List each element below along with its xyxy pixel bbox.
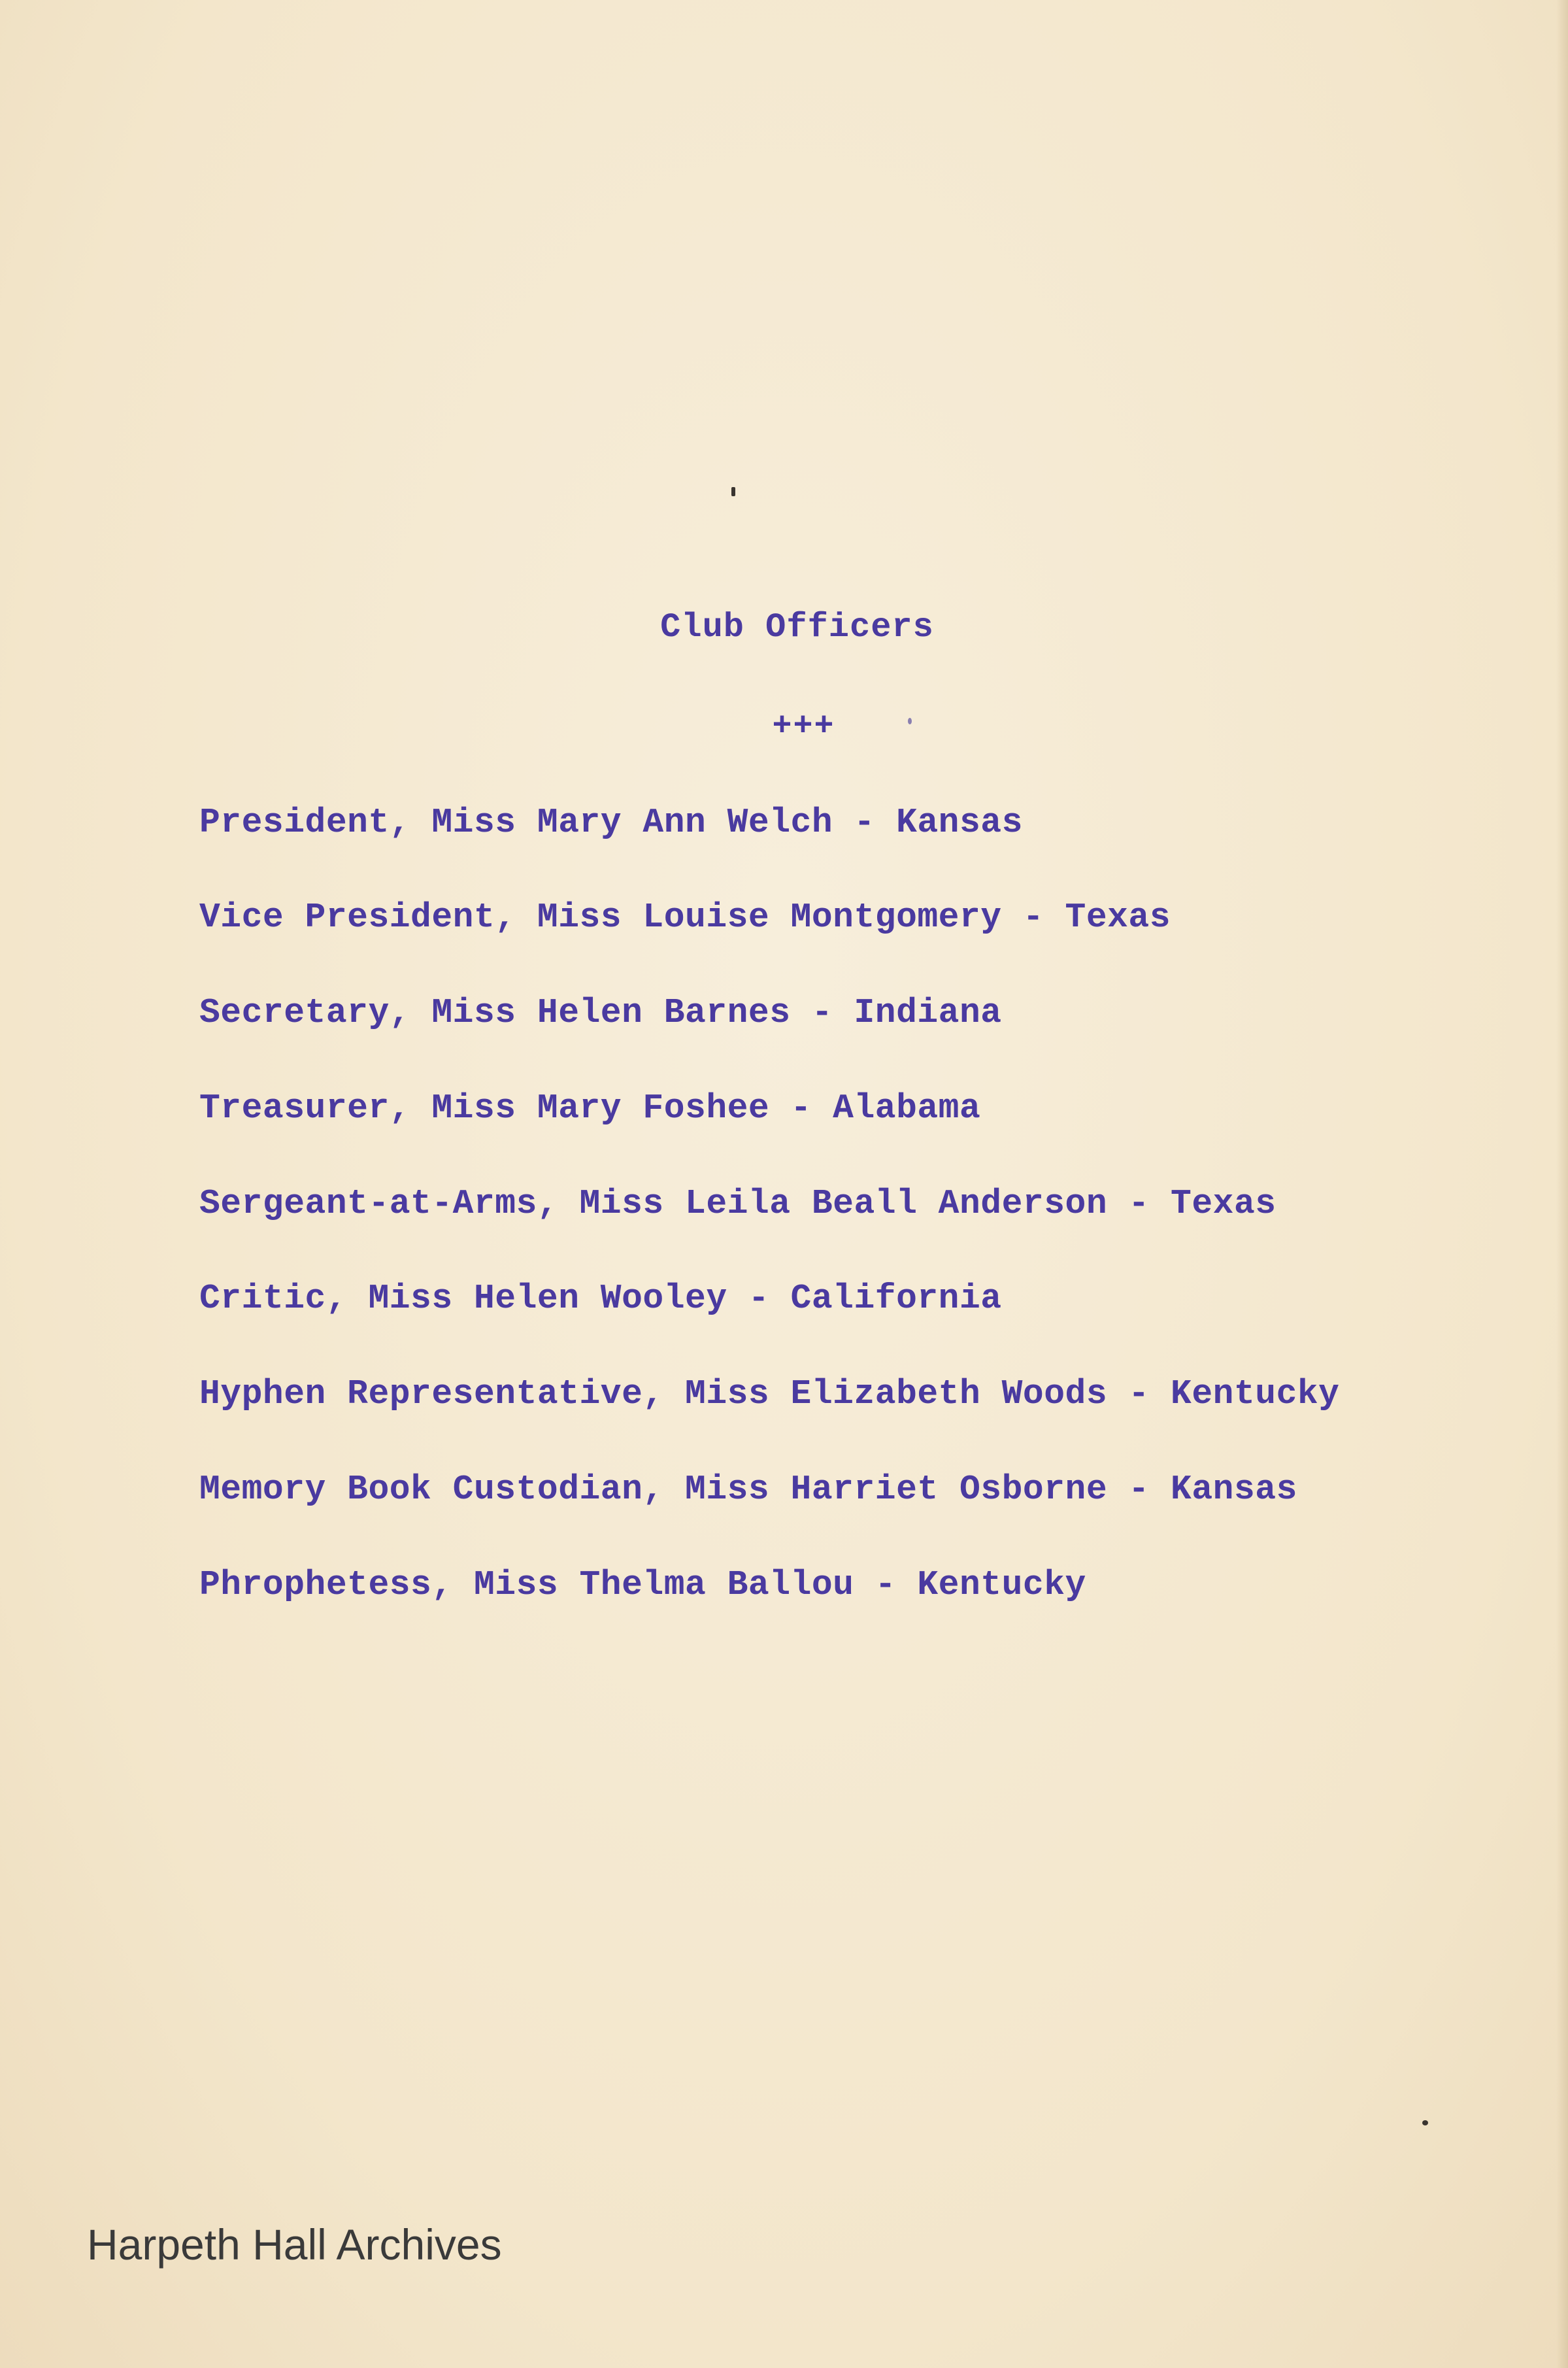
ink-speck xyxy=(731,487,735,496)
officer-line: Treasurer, Miss Mary Foshee - Alabama xyxy=(199,1089,981,1128)
officer-line: Secretary, Miss Helen Barnes - Indiana xyxy=(199,993,1002,1032)
bleed-through-line xyxy=(203,268,1516,294)
officer-line: Phrophetess, Miss Thelma Ballou - Kentucky xyxy=(199,1565,1086,1604)
officer-line: Memory Book Custodian, Miss Harriet Osborne - Kansas xyxy=(199,1470,1297,1509)
page-title: Club Officers xyxy=(660,608,934,647)
title-separator: +++ xyxy=(772,708,835,745)
officer-line: President, Miss Mary Ann Welch - Kansas xyxy=(199,803,1023,842)
officer-line: Sergeant-at-Arms, Miss Leila Beall Anderson - Texas xyxy=(199,1184,1276,1223)
officer-line: Hyphen Representative, Miss Elizabeth Woods - Kentucky xyxy=(199,1374,1340,1413)
ink-speck xyxy=(1422,2120,1428,2125)
paper-edge xyxy=(1556,0,1568,2368)
officer-line: Critic, Miss Helen Wooley - California xyxy=(199,1279,1002,1318)
officer-line: Vice President, Miss Louise Montgomery - Texas xyxy=(199,898,1171,937)
archive-watermark: Harpeth Hall Archives xyxy=(87,2220,502,2269)
